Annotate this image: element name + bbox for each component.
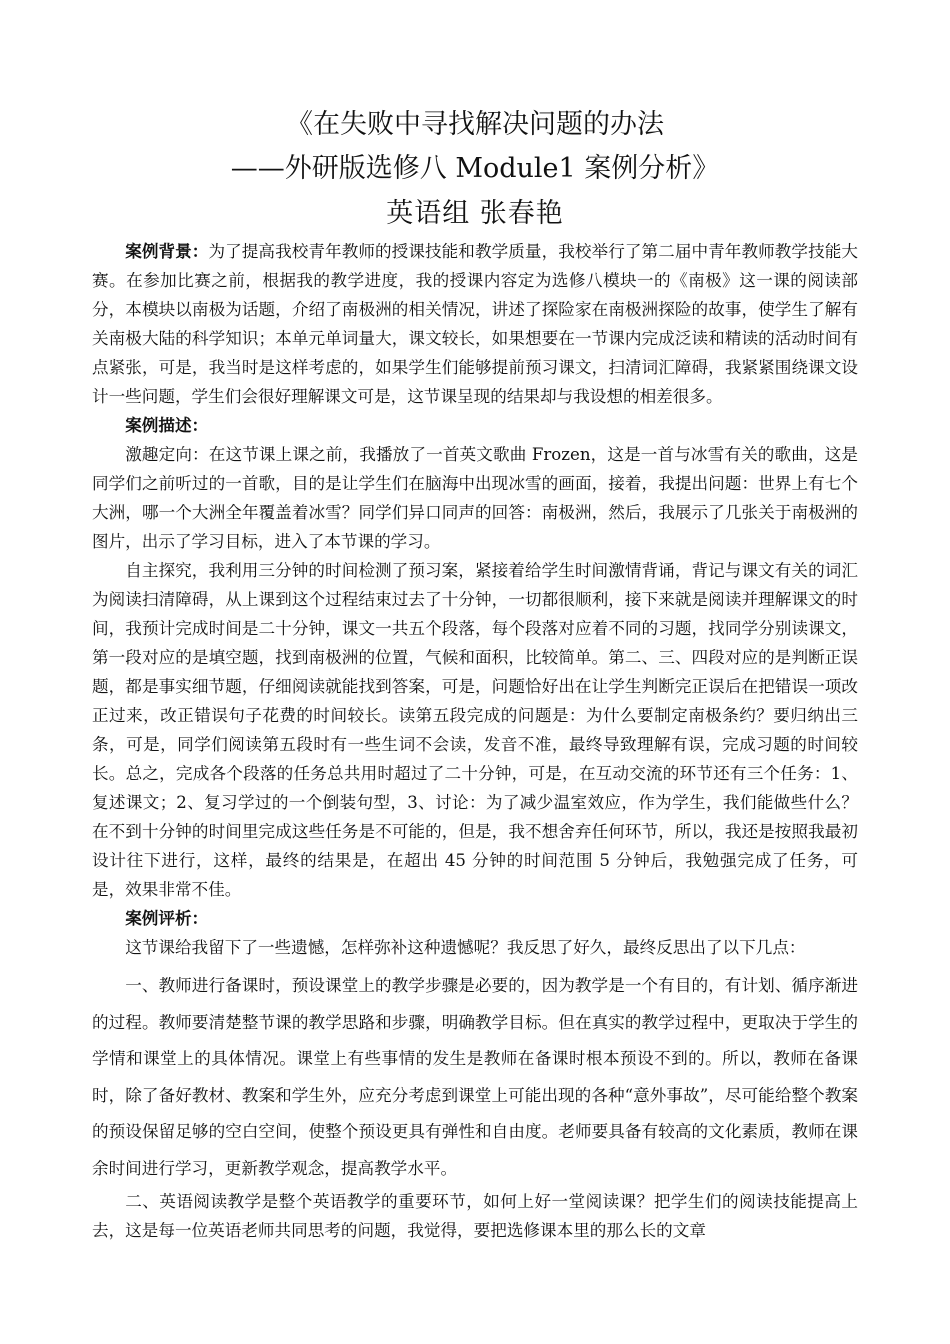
author-line: 英语组 张春艳	[386, 198, 564, 229]
description-heading	[92, 411, 858, 440]
analysis-label: 案例评析：	[125, 908, 209, 928]
analysis-heading	[92, 904, 858, 933]
background-label: 案例背景：	[125, 241, 209, 261]
analysis-intro: 这节课给我留下了一些遗憾，怎样弥补这种遗憾呢？我反思了好久，最终反思出了以下几点：	[125, 938, 806, 957]
document-title-line2: ——外研版选修八 Module1 案例分析》	[230, 153, 720, 184]
background-text: 为了提高我校青年教师的授课技能和教学质量，我校举行了第二届中青年教师教学技能大赛。在参加比赛之前，根据我的教学进度，我的授课内容定为选修八模块一的《南极》这一课的阅读部分，本模块以南极为话题，介绍了南极洲的相关情况，讲述了探险家在南极洲探险的故事，使学生了解有关南极大陆的科学知识；本单元单词量大，课文较长，如果想要在一节课内完成泛读和精读的活动时间有点紧张，可是，我当时是这样考虑的，如果学生们能够提前预习课文，扫清词汇障碍，我紧紧围绕课文设计一些问题，学生们会很好理解课文可是，这节课呈现的结果却与我设想的相差很多。	[92, 242, 858, 406]
analysis-point-2: 二、英语阅读教学是整个英语教学的重要环节，如何上好一堂阅读课？把学生们的阅读技能提高上去，这是每一位英语老师共同思考的问题，我觉得，要把选修课本里的那么长的文章	[92, 1192, 858, 1240]
description-paragraph-1: 激趣定向：在这节课上课之前，我播放了一首英文歌曲 Frozen，这是一首与冰雪有关的歌曲，这是同学们之前听过的一首歌，目的是让学生们在脑海中出现冰雪的画面，接着，我提出问题：世界上有七个大洲，哪一个大洲全年覆盖着冰雪？同学们异口同声的回答：南极洲，然后，我展示了几张关于南极洲的图片，出示了学习目标，进入了本节课的学习。	[92, 445, 858, 551]
analysis-point-1: 一、教师进行备课时，预设课堂上的教学步骤是必要的，因为教学是一个有目的，有计划、循序渐进的过程。教师要清楚整节课的教学思路和步骤，明确教学目标。但在真实的教学过程中，更取决于学生的学情和课堂上的具体情况。课堂上有些事情的发生是教师在备课时根本预设不到的。所以，教师在备课时，除了备好教材、教案和学生外，应充分考虑到课堂上可能出现的各种“意外事故”，尽可能给整个教案的预设保留足够的空白空间，使整个预设更具有弹性和自由度。老师要具备有较高的文化素质，教师在课余时间进行学习，更新教学观念，提高教学水平。	[92, 976, 858, 1178]
document-title-line1: 《在失败中寻找解决问题的办法	[286, 109, 664, 140]
description-paragraph-2: 自主探究，我利用三分钟的时间检测了预习案，紧接着给学生时间激情背诵，背记与课文有关的词汇为阅读扫清障碍，从上课到这个过程结束过去了十分钟，一切都很顺利，接下来就是阅读并理解课文的时间，我预计完成时间是二十分钟，课文一共五个段落，每个段落对应着不同的习题，找同学分别读课文，第一段对应的是填空题，找到南极洲的位置，气候和面积，比较简单。第二、三、四段对应的是判断正误题，都是事实细节题，仔细阅读就能找到答案，可是，问题恰好出在让学生判断完正误后在把错误一项改正过来，改正错误句子花费的时间较长。读第五段完成的问题是：为什么要制定南极条约？要归纳出三条，可是，同学们阅读第五段时有一些生词不会读，发音不准，最终导致理解有误，完成习题的时间较长。总之，完成各个段落的任务总共用时超过了二十分钟，可是，在互动交流的环节还有三个任务：1、复述课文；2、复习学过的一个倒装句型，3、讨论：为了减少温室效应，作为学生，我们能做些什么？在不到十分钟的时间里完成这些任务是不可能的，但是，我不想舍弃任何环节，所以，我还是按照我最初设计往下进行，这样，最终的结果是，在超出 45 分钟的时间范围 5 分钟后，我勉强完成了任务，可是，效果非常不佳。	[92, 561, 858, 899]
description-label: 案例描述：	[125, 415, 209, 435]
background-paragraph	[92, 237, 858, 411]
